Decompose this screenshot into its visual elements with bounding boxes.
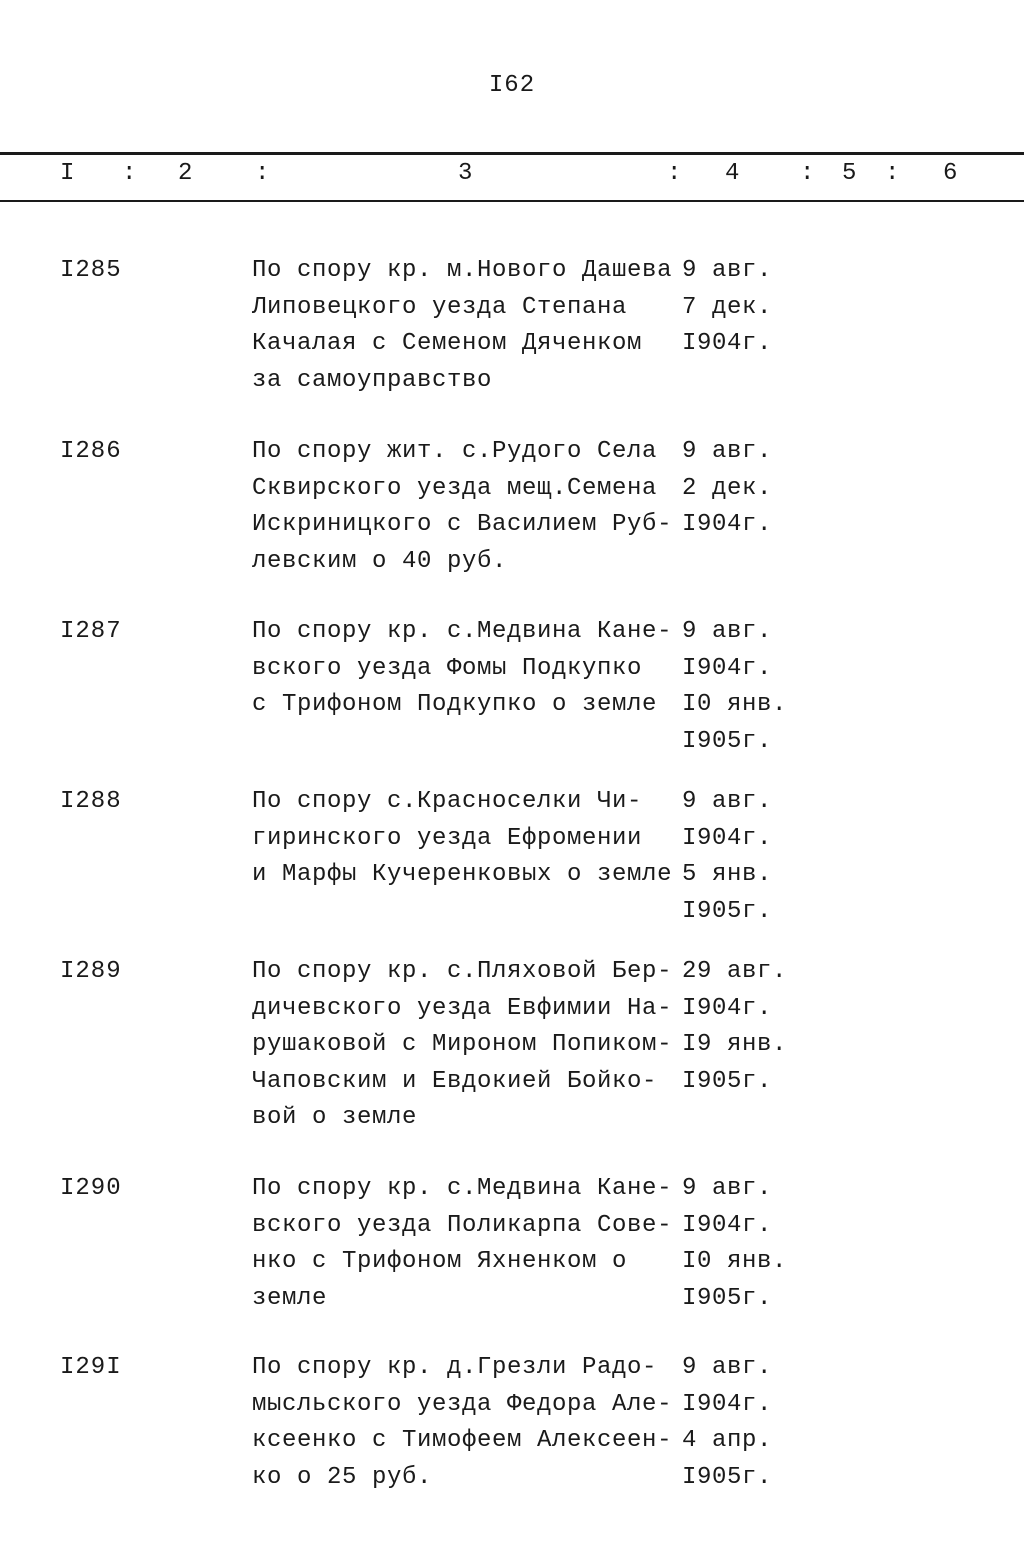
date-line: 29 авг.	[682, 958, 788, 985]
date-line: 9 авг.	[682, 1175, 773, 1202]
date-line: 7 дек.	[682, 293, 773, 321]
date-line: I904г.	[682, 654, 773, 682]
date-line: 4 апр.	[682, 1427, 773, 1454]
entry-dates	[682, 954, 802, 1100]
description-line: По спору кр. с.Пляховой Бер-	[252, 958, 673, 985]
date-line: I905г.	[682, 1284, 773, 1312]
entry-description	[252, 253, 682, 399]
date-line: 9 авг.	[682, 257, 773, 284]
description-line: земле	[252, 1284, 328, 1312]
description-line: По спору жит. с.Рудого Села	[252, 438, 658, 465]
column-separator: :	[122, 160, 137, 187]
date-line: I904г.	[682, 1390, 773, 1418]
description-line: дичевского уезда Евфимии На-	[252, 994, 673, 1022]
column-header-2: 2	[178, 160, 193, 187]
date-line: I9 янв.	[682, 1031, 788, 1058]
entry-dates	[682, 253, 802, 363]
date-line: I904г.	[682, 511, 773, 538]
entry-dates	[682, 1171, 802, 1317]
entry-number: I286	[60, 438, 122, 465]
description-line: Липовецкого уезда Степана	[252, 293, 628, 321]
entry-number: I29I	[60, 1354, 122, 1381]
description-line: за самоуправство	[252, 366, 493, 394]
description-line: левским о 40 руб.	[252, 547, 508, 575]
entry-dates	[682, 1350, 802, 1496]
entry-description	[252, 1350, 682, 1496]
date-line: I904г.	[682, 824, 773, 852]
entry-number: I288	[60, 788, 122, 815]
entry-dates	[682, 784, 802, 930]
description-line: ко о 25 руб.	[252, 1463, 433, 1491]
description-line: По спору кр. м.Нового Дашева	[252, 257, 673, 284]
column-separator: :	[885, 160, 900, 187]
description-line: По спору кр. с.Медвина Кане-	[252, 618, 673, 645]
description-line: вой о земле	[252, 1104, 418, 1131]
entry-number: I287	[60, 618, 122, 645]
entry-number: I285	[60, 257, 122, 284]
entry-description	[252, 784, 682, 894]
description-line: По спору кр. с.Медвина Кане-	[252, 1175, 673, 1202]
column-separator: :	[667, 160, 682, 187]
description-line: нко с Трифоном Яхненком о	[252, 1248, 628, 1275]
description-line: ксеенко с Тимофеем Алексеен-	[252, 1427, 673, 1454]
entry-description	[252, 434, 682, 580]
header-rule-bottom	[0, 200, 1024, 202]
entry-number: I289	[60, 958, 122, 985]
date-line: 9 авг.	[682, 618, 773, 645]
description-line: По спору кр. д.Грезли Радо-	[252, 1354, 658, 1381]
date-line: I905г.	[682, 727, 773, 755]
date-line: I905г.	[682, 897, 773, 925]
column-header-6: 6	[943, 160, 958, 187]
date-line: 2 дек.	[682, 474, 773, 502]
description-line: Качалая с Семеном Дяченком	[252, 330, 643, 357]
description-line: Сквирского уезда мещ.Семена	[252, 474, 658, 502]
column-separator: :	[800, 160, 815, 187]
description-line: рушаковой с Мироном Попиком-	[252, 1031, 673, 1058]
entry-description	[252, 954, 682, 1137]
column-header-1: I	[60, 160, 75, 187]
date-line: I905г.	[682, 1067, 773, 1095]
date-line: I0 янв.	[682, 1248, 788, 1275]
entry-dates	[682, 434, 802, 544]
date-line: I905г.	[682, 1463, 773, 1491]
date-line: I904г.	[682, 330, 773, 357]
column-header-5: 5	[842, 160, 857, 187]
header-rule-top	[0, 152, 1024, 155]
description-line: вского уезда Поликарпа Сове-	[252, 1211, 673, 1239]
description-line: гиринского уезда Ефромении	[252, 824, 643, 852]
description-line: и Марфы Кучеренковых о земле	[252, 861, 673, 888]
description-line: По спору с.Красноселки Чи-	[252, 788, 643, 815]
date-line: I904г.	[682, 1211, 773, 1239]
page-number: I62	[488, 72, 536, 99]
description-line: Искриницкого с Василием Руб-	[252, 511, 673, 538]
description-line: мысльского уезда Федора Але-	[252, 1390, 673, 1418]
entry-description	[252, 1171, 682, 1317]
date-line: 5 янв.	[682, 861, 773, 888]
description-line: с Трифоном Подкупко о земле	[252, 691, 658, 718]
column-separator: :	[255, 160, 270, 187]
entry-description	[252, 614, 682, 724]
entry-dates	[682, 614, 802, 760]
column-header-3: 3	[458, 160, 473, 187]
description-line: Чаповским и Евдокией Бойко-	[252, 1067, 658, 1095]
date-line: 9 авг.	[682, 1354, 773, 1381]
entry-number: I290	[60, 1175, 122, 1202]
date-line: 9 авг.	[682, 788, 773, 815]
date-line: I0 янв.	[682, 691, 788, 718]
description-line: вского уезда Фомы Подкупко	[252, 654, 643, 682]
date-line: I904г.	[682, 994, 773, 1022]
column-header-4: 4	[725, 160, 740, 187]
date-line: 9 авг.	[682, 438, 773, 465]
